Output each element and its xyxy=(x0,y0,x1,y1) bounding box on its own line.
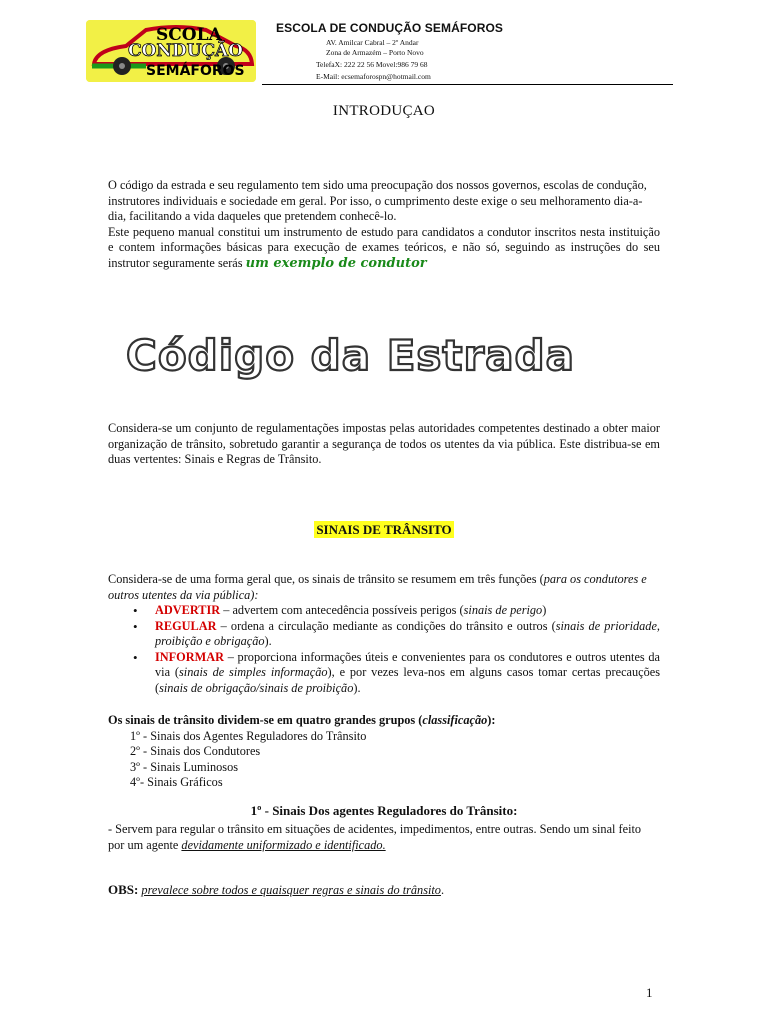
funcoes-intro-italic: para os condutores e outros utentes da via pública): xyxy=(108,572,647,602)
sinais-title xyxy=(0,522,768,538)
logo-text-3: SEMÁFOROS xyxy=(146,63,245,79)
school-logo xyxy=(86,20,256,82)
intro-title: INTRODUÇAO xyxy=(332,103,436,119)
group-item: 2º - Sinais dos Condutores xyxy=(130,744,261,758)
intro-section xyxy=(108,178,660,271)
obs-text: prevalece sobre todos e quaisquer regras e sinais do trânsito xyxy=(141,883,441,897)
group-item: 4º- Sinais Gráficos xyxy=(130,775,223,789)
email-line: E-Mail: ecsemaforospn@hotmail.com xyxy=(316,72,431,81)
funcoes-list xyxy=(108,603,660,696)
logo-text-1: SCOLA xyxy=(156,25,222,45)
obs-label: OBS: xyxy=(108,882,139,897)
bullet-italic: sinais de prioridade, proibição e obrigação xyxy=(155,618,660,648)
sub-heading xyxy=(0,803,768,819)
address-line-2: Zona de Armazém – Porto Novo xyxy=(326,48,424,57)
sub-paragraph xyxy=(108,822,660,853)
sub-paragraph-text: - Servem para regular o trânsito em situações de acidentes, impedimentos, entre outras. Sendo um sinal feito por um agente xyxy=(108,822,642,852)
bullet-key: INFORMAR xyxy=(155,649,224,664)
funcoes-intro-text: Considera-se de uma forma geral que, os sinais de trânsito se resumem em três funções ( xyxy=(108,572,544,586)
groups-heading-italic: classificação xyxy=(422,713,488,727)
intro-paragraph-1: O código da estrada e seu regulamento tem sido uma preocupação dos nossos governos, escolas de condução, instrutores individuais e sociedade em geral. Por isso, o cumprimento deste exige o seu melhoramento dia-a-dia, facilitando a vida daqueles que pretendem conhecê-lo. xyxy=(108,178,647,223)
address-line-1: AV. Amilcar Cabral – 2º Andar xyxy=(326,38,419,47)
page-number: 1 xyxy=(646,985,653,1000)
school-name: ESCOLA DE CONDUÇÃO SEMÁFOROS xyxy=(276,21,504,35)
sub-paragraph-underlined: devidamente uniformizado e identificado. xyxy=(181,837,386,852)
intro-p2-highlight: um exemplo de condutor xyxy=(245,255,427,271)
wordart-title-text: Código da Estrada xyxy=(126,331,575,380)
bullet-end: ). xyxy=(264,634,272,648)
groups-heading-text: Os sinais de trânsito dividem-se em quatro grandes grupos ( xyxy=(108,713,423,727)
intro-paragraph-2 xyxy=(108,225,660,272)
funcoes-section xyxy=(108,572,660,696)
intro-p2-text: Este pequeno manual constitui um instrumento de estudo para candidatos a condutor inscritos nesta instituição e contem informações básicas para execução de exames teóricos, e não só, seguindo as instruções do seu instrutor seguramente serás xyxy=(108,224,660,270)
wordart-title xyxy=(124,330,604,385)
bullet-text: – proporciona informações úteis e convenientes para os condutores e outros utentes da via ( xyxy=(155,649,660,679)
sub-heading-text: - Sinais Dos agentes Reguladores do Trânsito: xyxy=(261,803,518,818)
list-item xyxy=(108,619,660,650)
groups-section xyxy=(108,713,660,791)
groups-heading xyxy=(108,713,660,729)
bullet-italic: sinais de simples informação xyxy=(179,665,328,679)
obs-end: . xyxy=(440,883,445,897)
sinais-title-text: SINAIS DE TRÂNSITO xyxy=(316,522,452,537)
obs-line xyxy=(108,882,660,899)
group-item: 3º - Sinais Luminosos xyxy=(130,759,239,774)
bullet-end: ) xyxy=(542,603,547,617)
funcoes-intro xyxy=(108,572,660,603)
bullet-text: – advertem com antecedência possíveis perigos ( xyxy=(220,603,464,617)
bullet-italic: sinais de perigo xyxy=(463,603,543,617)
sub-heading-num: 1º xyxy=(250,803,262,818)
bullet-key: ADVERTIR xyxy=(155,603,221,617)
list-item xyxy=(108,650,660,697)
bullet-key: REGULAR xyxy=(155,618,217,633)
bullet-end: ), e por vezes leva-nos em alguns casos tomar certas precauções ( xyxy=(155,665,660,695)
definition-paragraph: Considera-se um conjunto de regulamentações impostas pelas autoridades competentes destinado a obter maior organização de trânsito, sobretudo garantir a segurança de todos os utentes da via pública. Este distribua-se em duas vertentes: Sinais e Regras de Trânsito. xyxy=(108,421,660,466)
header-rule xyxy=(262,84,673,85)
logo-text-2: CONDUÇÃO xyxy=(128,41,243,61)
bullet-text: – ordena a circulação mediante as condições do trânsito e outros ( xyxy=(216,618,556,633)
list-item xyxy=(108,603,660,619)
phone-line: TelefaX: 222 22 56 Movel:986 79 68 xyxy=(316,60,428,69)
bullet-end-2: ). xyxy=(353,680,361,695)
bullet-italic-2: sinais de obrigação/sinais de proibição xyxy=(159,680,354,695)
group-item: 1º - Sinais dos Agentes Reguladores do Trânsito xyxy=(130,728,367,743)
groups-heading-end: ): xyxy=(487,713,496,727)
